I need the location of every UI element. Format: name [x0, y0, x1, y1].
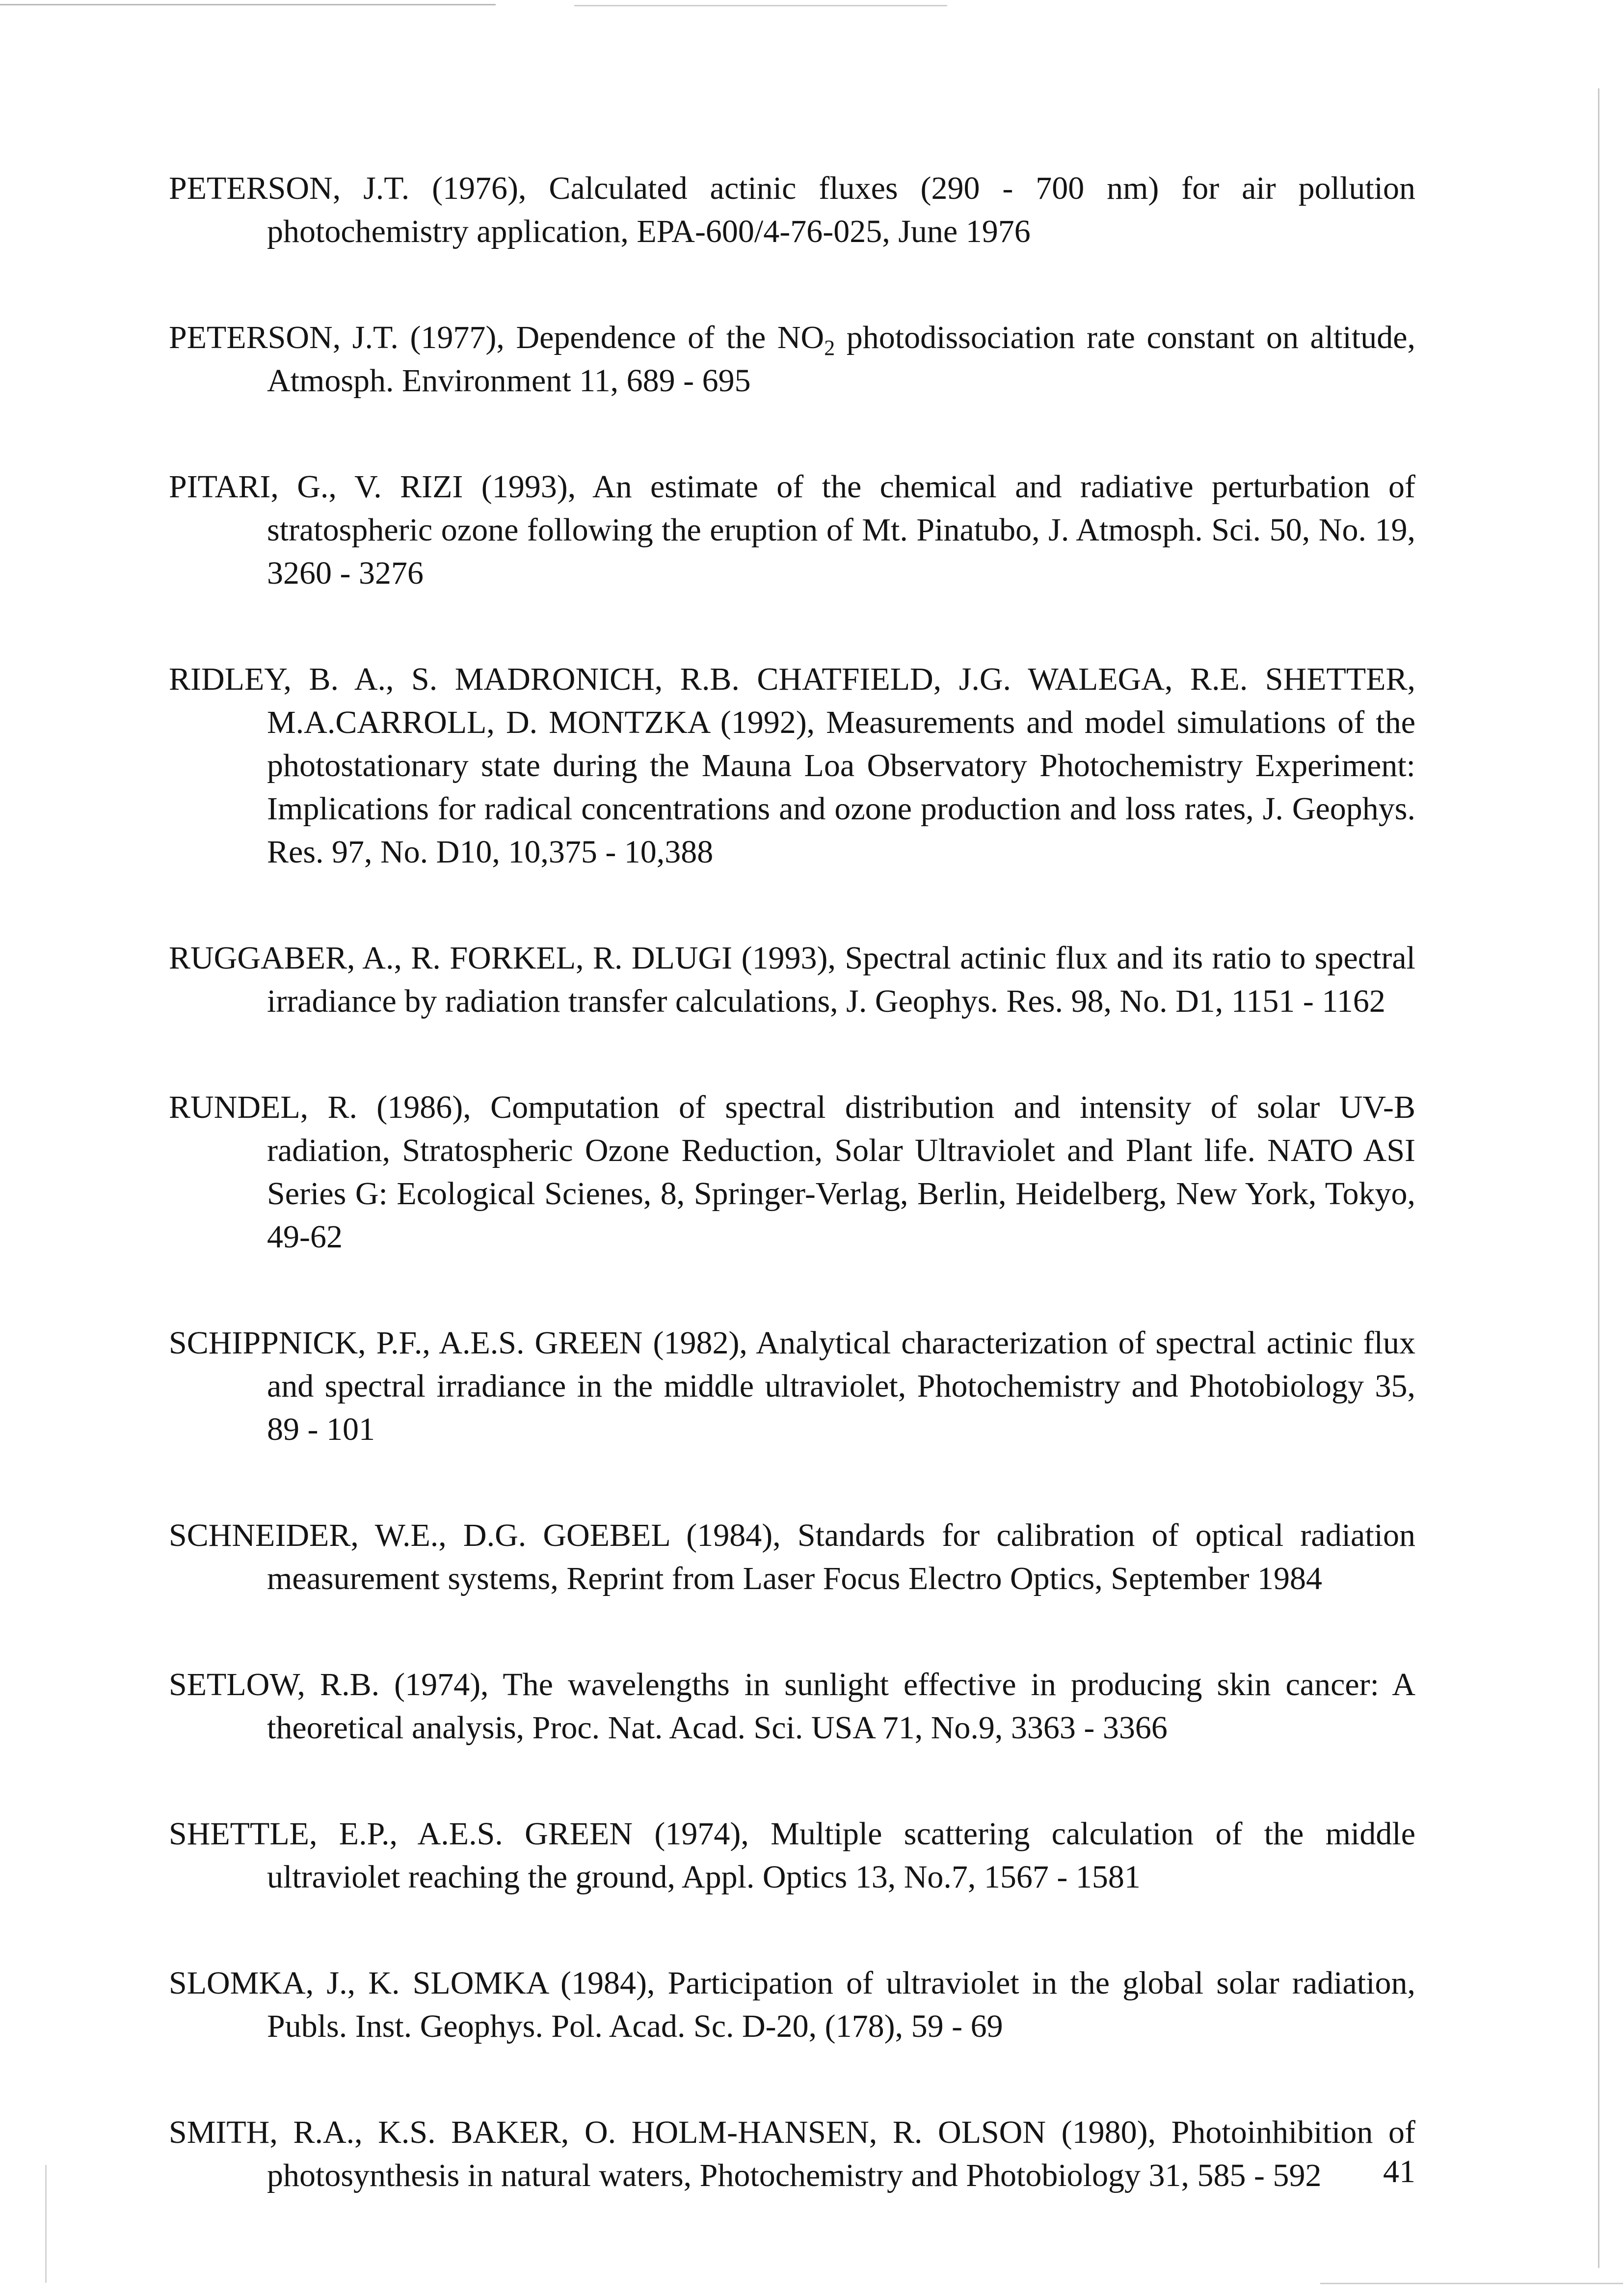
- reference-text: PETERSON, J.T. (1977), Dependence of the NO: [169, 320, 825, 355]
- reference-list: [169, 167, 1415, 2260]
- reference-entry: SHETTLE, E.P., A.E.S. GREEN (1974), Multiple scattering calculation of the middle ultraviolet reaching the ground, Appl. Optics 13, No.7, 1567 - 1581: [169, 1816, 1415, 1895]
- scan-edge-line: [0, 4, 496, 5]
- page-number: 41: [1383, 2154, 1415, 2189]
- scan-edge-line: [45, 2165, 47, 2283]
- reference-entry: RUGGABER, A., R. FORKEL, R. DLUGI (1993), Spectral actinic flux and its ratio to spectral irradiance by radiation transfer calculations, J. Geophys. Res. 98, No. D1, 1151 - 1162: [169, 940, 1415, 1019]
- reference-entry: SMITH, R.A., K.S. BAKER, O. HOLM-HANSEN, R. OLSON (1980), Photoinhibition of photosynthesis in natural waters, Photochemistry and Photobiology 31, 585 - 592: [169, 2114, 1415, 2193]
- reference-text: photodissociation rate constant on altitude, Atmosph. Environment 11, 689 - 695: [267, 320, 1415, 399]
- reference-entry: PITARI, G., V. RIZI (1993), An estimate of the chemical and radiative perturbation of stratospheric ozone following the eruption of Mt. Pinatubo, J. Atmosph. Sci. 50, No. 19, 3260 - 3276: [169, 469, 1415, 591]
- reference-entry: RUNDEL, R. (1986), Computation of spectral distribution and intensity of solar UV-B radiation, Stratospheric Ozone Reduction, Solar Ultraviolet and Plant life. NATO ASI Series G: Ecological Scienes, 8, Springer-Verlag, Berlin, Heidelberg, New York, Tokyo, 49-62: [169, 1089, 1415, 1255]
- reference-entry: SCHIPPNICK, P.F., A.E.S. GREEN (1982), Analytical characterization of spectral actinic flux and spectral irradiance in the middle ultraviolet, Photochemistry and Photobiology 35, 89 - 101: [169, 1325, 1415, 1447]
- reference-entry: RIDLEY, B. A., S. MADRONICH, R.B. CHATFIELD, J.G. WALEGA, R.E. SHETTER, M.A.CARROLL, D. MONTZKA (1992), Measurements and model simulations of the photostationary state during the Mauna Loa Observatory Photochemistry Experiment: Implications for radical concentrations and ozone production and loss rates, J. Geophys. Res. 97, No. D10, 10,375 - 10,388: [169, 661, 1415, 870]
- scan-edge-line: [1598, 88, 1599, 2268]
- reference-entry: SLOMKA, J., K. SLOMKA (1984), Participation of ultraviolet in the global solar radiation, Publs. Inst. Geophys. Pol. Acad. Sc. D-20, (178), 59 - 69: [169, 1965, 1415, 2044]
- reference-entry: SCHNEIDER, W.E., D.G. GOEBEL (1984), Standards for calibration of optical radiation measurement systems, Reprint from Laser Focus Electro Optics, September 1984: [169, 1517, 1415, 1596]
- reference-entry: PETERSON, J.T. (1976), Calculated actinic fluxes (290 - 700 nm) for air pollution photochemistry application, EPA-600/4-76-025, June 1976: [169, 170, 1415, 249]
- scan-edge-line: [574, 5, 947, 6]
- subscript: 2: [824, 336, 835, 360]
- scan-edge-line: [1320, 2283, 1623, 2284]
- reference-entry: [169, 316, 1415, 403]
- reference-entry: SETLOW, R.B. (1974), The wavelengths in sunlight effective in producing skin cancer: A theoretical analysis, Proc. Nat. Acad. Sci. USA 71, No.9, 3363 - 3366: [169, 1667, 1415, 1746]
